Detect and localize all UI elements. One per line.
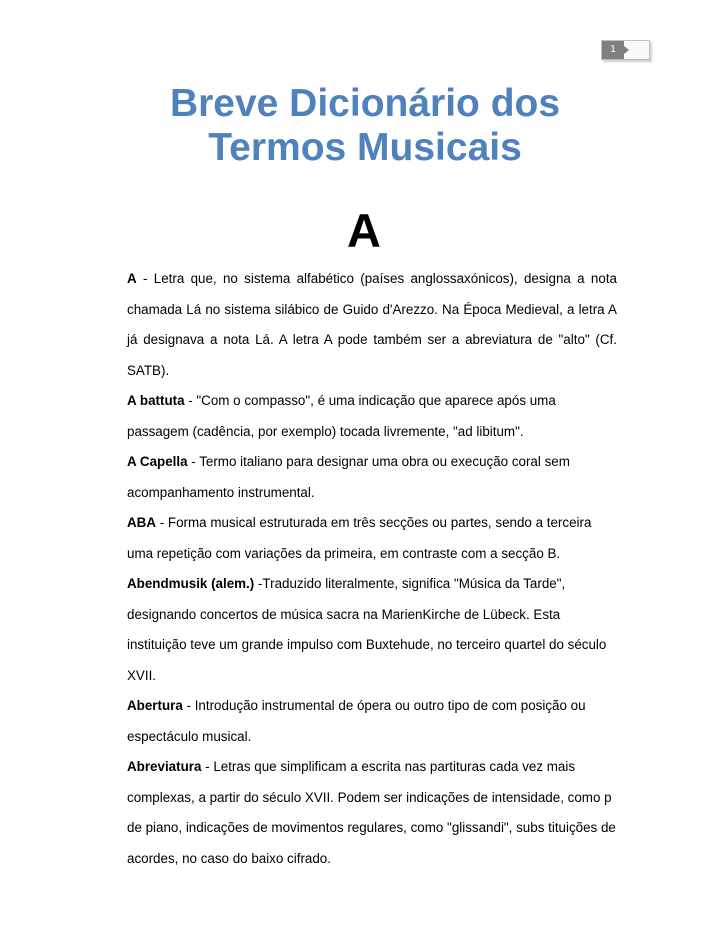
page-number-box	[601, 40, 650, 60]
entry-definition: - "Com o compasso", é uma indicação que aparece após uma passagem (cadência, por exemplo) tocada livremente, "ad libitum".	[127, 393, 556, 439]
entry-term: A battuta	[127, 393, 185, 408]
dictionary-entries	[127, 264, 617, 874]
entry-definition: - Letras que simplificam a escrita nas partituras cada vez mais complexas, a partir do século XVII. Podem ser indicações de intensidade, como p de piano, indicações de movimentos regulares, como "glissandi", subs tituições de acordes, no caso do baixo cifrado.	[127, 759, 616, 866]
entry-aba	[127, 508, 617, 569]
entry-definition: - Termo italiano para designar uma obra ou execução coral sem acompanhamento instrumental.	[127, 454, 570, 500]
entry-term: Abertura	[127, 698, 183, 713]
entry-term: ABA	[127, 515, 157, 530]
entry-definition: -Traduzido literalmente, significa "Música da Tarde", designando concertos de música sacra na MarienKirche de Lübeck. Esta instituição teve um grande impulso com Buxtehude, no terceiro quartel do século XVII.	[127, 576, 607, 683]
entry-abendmusik	[127, 569, 617, 691]
document-title: Breve Dicionário dos Termos Musicais	[169, 82, 561, 169]
entry-a-battuta	[127, 386, 617, 447]
entry-abreviatura	[127, 752, 617, 874]
entry-a	[127, 264, 617, 386]
entry-term: A Capella	[127, 454, 188, 469]
entry-a-capella	[127, 447, 617, 508]
entry-definition: - Forma musical estruturada em três secções ou partes, sendo a terceira uma repetição com variações da primeira, em contraste com a secção B.	[127, 515, 592, 561]
entry-abertura	[127, 691, 617, 752]
entry-term: Abendmusik (alem.)	[127, 576, 255, 591]
entry-definition: - Letra que, no sistema alfabético (países anglossaxónicos), designa a nota chamada Lá no sistema silábico de Guido d'Arezzo. Na Época Medieval, a letra A já designava a nota Lá. A letra A pode também ser a abreviatura de "alto" (Cf. SATB).	[127, 271, 617, 378]
page-number: 1	[602, 41, 624, 59]
entry-term: Abreviatura	[127, 759, 202, 774]
entry-definition: - Introdução instrumental de ópera ou outro tipo de com posição ou espectáculo musical.	[127, 698, 586, 744]
entry-term: A	[127, 271, 137, 286]
section-letter-heading: A	[347, 204, 381, 257]
